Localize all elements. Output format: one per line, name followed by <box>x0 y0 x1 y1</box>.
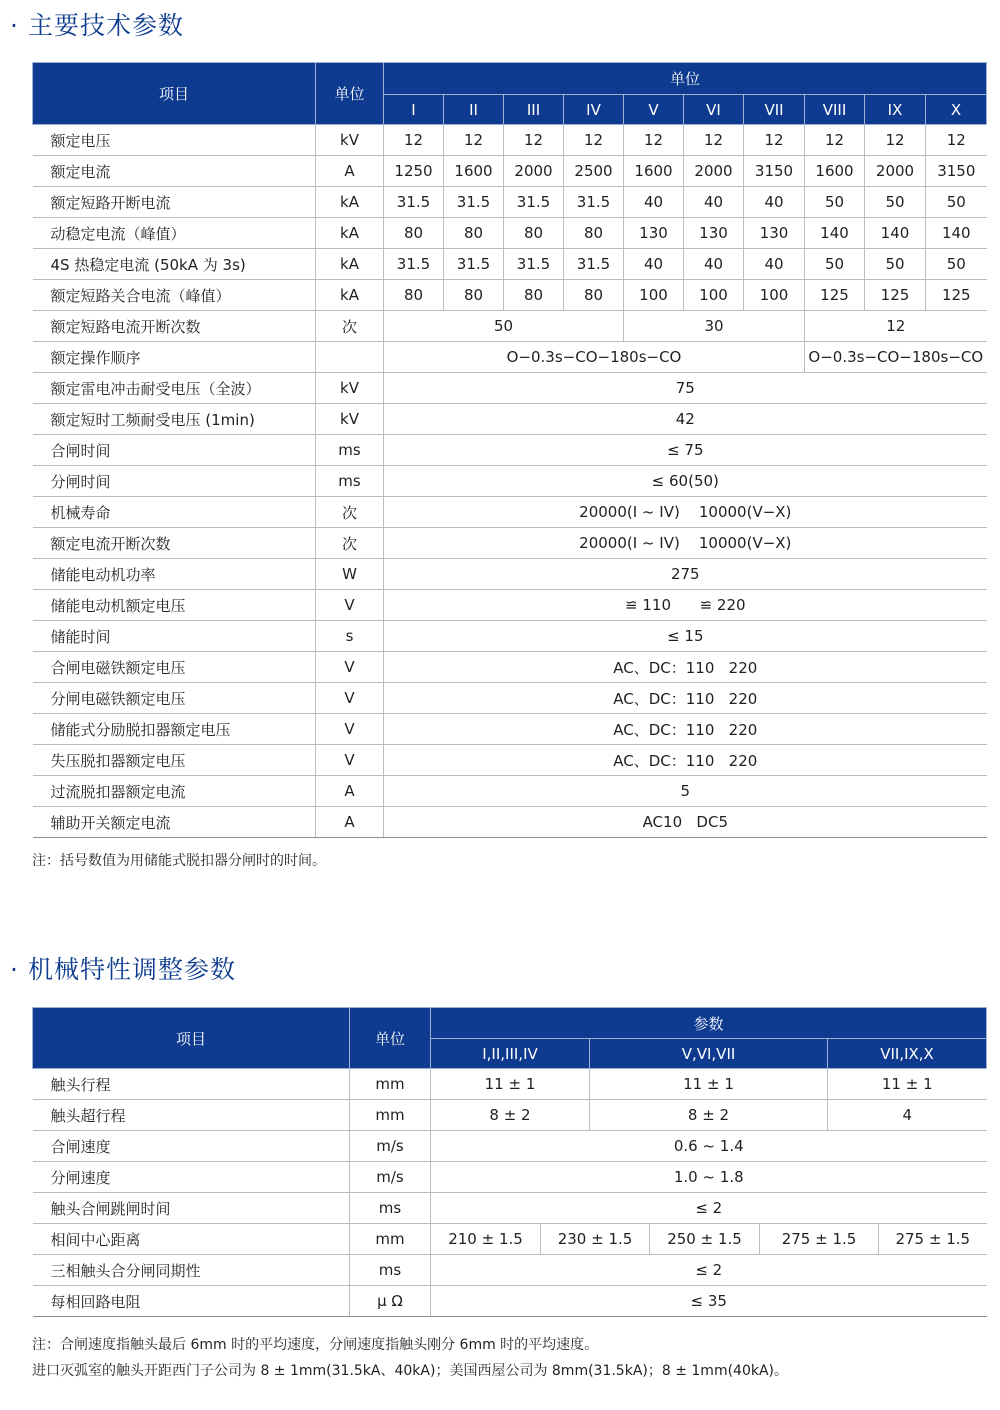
cell: 100 <box>624 280 684 311</box>
cell: 8 ± 2 <box>590 1100 828 1131</box>
cell: ≌ 110 ≌ 220 <box>384 590 987 621</box>
cell: 40 <box>624 249 684 280</box>
header-unit: 单位 <box>316 63 384 125</box>
table-row <box>33 528 987 559</box>
cell: 130 <box>624 218 684 249</box>
row-label: 失压脱扣器额定电压 <box>33 745 316 776</box>
cell: 12 <box>504 125 564 156</box>
cell: 275 ± 1.5 <box>879 1224 987 1255</box>
cell: AC、DC：110 220 <box>384 683 987 714</box>
table-row <box>33 156 987 187</box>
row-label: 每相回路电阻 <box>33 1286 350 1317</box>
cell: 40 <box>744 249 805 280</box>
cell: 12 <box>865 125 926 156</box>
row-label: 分闸电磁铁额定电压 <box>33 683 316 714</box>
cell: 40 <box>744 187 805 218</box>
row-label: 4S 热稳定电流 (50kA 为 3s) <box>33 249 316 280</box>
cell: ≤ 60(50) <box>384 466 987 497</box>
header-item: 项目 <box>33 1008 350 1069</box>
row-label: 额定操作顺序 <box>33 342 316 373</box>
cell: 125 <box>865 280 926 311</box>
cell: 80 <box>384 280 444 311</box>
table-row <box>33 714 987 745</box>
row-unit: 次 <box>316 311 384 342</box>
row-label: 分闸速度 <box>33 1162 350 1193</box>
cell: 31.5 <box>504 187 564 218</box>
table-row <box>33 652 987 683</box>
bullet-dot: · <box>10 11 19 40</box>
cell: 8 ± 2 <box>431 1100 590 1131</box>
row-unit: s <box>316 621 384 652</box>
header-col: V <box>624 95 684 125</box>
header-col: III <box>504 95 564 125</box>
table-row <box>33 559 987 590</box>
table-row <box>33 1286 987 1317</box>
row-unit: kA <box>316 218 384 249</box>
cell: 100 <box>744 280 805 311</box>
cell: 140 <box>865 218 926 249</box>
table-row <box>33 745 987 776</box>
cell: ≤ 2 <box>431 1193 987 1224</box>
cell: 80 <box>504 218 564 249</box>
cell: 0.6 ~ 1.4 <box>431 1131 987 1162</box>
table-note: 注：括号数值为用储能式脱扣器分闸时的时间。 <box>32 853 326 869</box>
table-row <box>33 249 987 280</box>
cell: 20000(I ~ IV) 10000(V−X) <box>384 528 987 559</box>
row-label: 额定短路开断电流 <box>33 187 316 218</box>
mechanical-params-table <box>32 1007 987 1317</box>
cell: 125 <box>926 280 987 311</box>
main-params-table <box>32 62 987 838</box>
cell: 11 ± 1 <box>431 1069 590 1100</box>
table-row <box>33 590 987 621</box>
cell: 12 <box>624 125 684 156</box>
table-row <box>33 776 987 807</box>
cell: 130 <box>744 218 805 249</box>
cell: 31.5 <box>384 249 444 280</box>
cell: ≤ 35 <box>431 1286 987 1317</box>
table-row <box>33 1100 987 1131</box>
cell: 40 <box>624 187 684 218</box>
header-col: I,II,III,IV <box>431 1039 590 1069</box>
table-row <box>33 435 987 466</box>
cell: AC、DC：110 220 <box>384 652 987 683</box>
section-title-mechanical <box>10 950 236 986</box>
header-group: 参数 <box>431 1008 987 1039</box>
cell: 50 <box>805 187 865 218</box>
cell: 12 <box>744 125 805 156</box>
header-col: VII,IX,X <box>828 1039 987 1069</box>
header-col: IV <box>564 95 624 125</box>
header-col: VI <box>684 95 744 125</box>
row-label: 机械寿命 <box>33 497 316 528</box>
cell: 12 <box>444 125 504 156</box>
table-row <box>33 1255 987 1286</box>
table-row <box>33 621 987 652</box>
row-unit: W <box>316 559 384 590</box>
cell: 50 <box>384 311 624 342</box>
row-label: 触头合闸跳闸时间 <box>33 1193 350 1224</box>
row-label: 动稳定电流（峰值） <box>33 218 316 249</box>
row-unit: ms <box>316 435 384 466</box>
cell: 80 <box>564 218 624 249</box>
row-unit: kA <box>316 280 384 311</box>
table-row <box>33 1162 987 1193</box>
cell: 80 <box>564 280 624 311</box>
row-unit: kA <box>316 187 384 218</box>
table-row <box>33 187 987 218</box>
cell: 31.5 <box>564 249 624 280</box>
table-row <box>33 404 987 435</box>
cell: 1.0 ~ 1.8 <box>431 1162 987 1193</box>
cell: 75 <box>384 373 987 404</box>
row-unit: A <box>316 776 384 807</box>
cell: 50 <box>865 187 926 218</box>
cell: 11 ± 1 <box>590 1069 828 1100</box>
cell: 12 <box>926 125 987 156</box>
row-label: 储能电动机功率 <box>33 559 316 590</box>
cell: 2000 <box>504 156 564 187</box>
section-title-main-params <box>10 6 184 42</box>
cell: 275 <box>384 559 987 590</box>
cell: 11 ± 1 <box>828 1069 987 1100</box>
row-label: 合闸电磁铁额定电压 <box>33 652 316 683</box>
cell: 1250 <box>384 156 444 187</box>
cell: 100 <box>684 280 744 311</box>
header-col: VIII <box>805 95 865 125</box>
header-col: IX <box>865 95 926 125</box>
cell: O−0.3s−CO−180s−CO <box>384 342 805 373</box>
table-row <box>33 1224 987 1255</box>
row-label: 合闸速度 <box>33 1131 350 1162</box>
cell: AC10 DC5 <box>384 807 987 838</box>
cell: 210 ± 1.5 <box>431 1224 541 1255</box>
header-item: 项目 <box>33 63 316 125</box>
cell: 1600 <box>805 156 865 187</box>
table-row <box>33 497 987 528</box>
cell: AC、DC：110 220 <box>384 745 987 776</box>
header-col: II <box>444 95 504 125</box>
row-unit: kV <box>316 373 384 404</box>
cell: 3150 <box>926 156 987 187</box>
row-unit <box>316 342 384 373</box>
table-row <box>33 373 987 404</box>
cell: 12 <box>384 125 444 156</box>
cell: 80 <box>444 280 504 311</box>
header-col: X <box>926 95 987 125</box>
row-label: 过流脱扣器额定电流 <box>33 776 316 807</box>
row-unit: A <box>316 156 384 187</box>
row-label: 额定短路电流开断次数 <box>33 311 316 342</box>
section-title-text: 机械特性调整参数 <box>28 955 237 984</box>
row-unit: 次 <box>316 497 384 528</box>
row-unit: V <box>316 683 384 714</box>
cell: 3150 <box>744 156 805 187</box>
cell: 140 <box>926 218 987 249</box>
cell: 4 <box>828 1100 987 1131</box>
cell: ≤ 75 <box>384 435 987 466</box>
row-unit: ms <box>350 1193 431 1224</box>
row-label: 相间中心距离 <box>33 1224 350 1255</box>
cell: 50 <box>926 249 987 280</box>
cell: 2000 <box>684 156 744 187</box>
row-unit: mm <box>350 1224 431 1255</box>
cell: AC、DC：110 220 <box>384 714 987 745</box>
row-label: 储能时间 <box>33 621 316 652</box>
cell: ≤ 2 <box>431 1255 987 1286</box>
table-row <box>33 342 987 373</box>
header-col: I <box>384 95 444 125</box>
cell: 31.5 <box>564 187 624 218</box>
table-row <box>33 807 987 838</box>
cell: 40 <box>684 187 744 218</box>
row-label: 合闸时间 <box>33 435 316 466</box>
row-unit: kV <box>316 404 384 435</box>
row-label: 额定电流 <box>33 156 316 187</box>
table-row <box>33 125 987 156</box>
cell: ≤ 15 <box>384 621 987 652</box>
row-unit: kA <box>316 249 384 280</box>
cell: 31.5 <box>504 249 564 280</box>
row-unit: mm <box>350 1100 431 1131</box>
cell: 40 <box>684 249 744 280</box>
row-unit: A <box>316 807 384 838</box>
row-label: 三相触头合分闸同期性 <box>33 1255 350 1286</box>
cell: 12 <box>805 311 987 342</box>
row-unit: V <box>316 590 384 621</box>
table-row <box>33 683 987 714</box>
cell: 30 <box>624 311 805 342</box>
cell: 80 <box>504 280 564 311</box>
table-note: 注：合闸速度指触头最后 6mm 时的平均速度，分闸速度指触头刚分 6mm 时的平均速度。 <box>32 1337 599 1353</box>
cell: 12 <box>684 125 744 156</box>
cell: 275 ± 1.5 <box>760 1224 879 1255</box>
cell: 12 <box>805 125 865 156</box>
cell: 2000 <box>865 156 926 187</box>
row-label: 分闸时间 <box>33 466 316 497</box>
row-unit: ms <box>350 1255 431 1286</box>
cell: 12 <box>564 125 624 156</box>
row-label: 触头超行程 <box>33 1100 350 1131</box>
bullet-dot: · <box>10 955 19 984</box>
cell: 50 <box>926 187 987 218</box>
cell: 20000(I ~ IV) 10000(V−X) <box>384 497 987 528</box>
table-row <box>33 1193 987 1224</box>
cell: 50 <box>805 249 865 280</box>
row-unit: V <box>316 714 384 745</box>
header-col: V,VI,VII <box>590 1039 828 1069</box>
table-row <box>33 280 987 311</box>
table-row <box>33 311 987 342</box>
row-unit: kV <box>316 125 384 156</box>
cell: O−0.3s−CO−180s−CO <box>805 342 987 373</box>
row-unit: V <box>316 652 384 683</box>
row-label: 额定短时工频耐受电压 (1min) <box>33 404 316 435</box>
header-unit: 单位 <box>350 1008 431 1069</box>
table-row <box>33 1131 987 1162</box>
row-unit: 次 <box>316 528 384 559</box>
row-label: 额定雷电冲击耐受电压（全波） <box>33 373 316 404</box>
row-unit: m/s <box>350 1131 431 1162</box>
cell: 1600 <box>444 156 504 187</box>
row-label: 触头行程 <box>33 1069 350 1100</box>
cell: 31.5 <box>444 249 504 280</box>
cell: 50 <box>865 249 926 280</box>
table-row <box>33 1069 987 1100</box>
row-label: 储能式分励脱扣器额定电压 <box>33 714 316 745</box>
header-group: 单位 <box>384 63 987 95</box>
cell: 42 <box>384 404 987 435</box>
cell: 2500 <box>564 156 624 187</box>
cell: 230 ± 1.5 <box>541 1224 650 1255</box>
cell: 1600 <box>624 156 684 187</box>
row-unit: m/s <box>350 1162 431 1193</box>
row-unit: μ Ω <box>350 1286 431 1317</box>
cell: 31.5 <box>384 187 444 218</box>
row-label: 储能电动机额定电压 <box>33 590 316 621</box>
cell: 5 <box>384 776 987 807</box>
table-note: 进口灭弧室的触头开距西门子公司为 8 ± 1mm(31.5kA、40kA)；美国西屋公司为 8mm(31.5kA)；8 ± 1mm(40kA)。 <box>32 1363 789 1379</box>
row-label: 额定短路关合电流（峰值） <box>33 280 316 311</box>
cell: 31.5 <box>444 187 504 218</box>
cell: 250 ± 1.5 <box>650 1224 760 1255</box>
row-unit: mm <box>350 1069 431 1100</box>
table-row <box>33 466 987 497</box>
table-row <box>33 218 987 249</box>
cell: 80 <box>384 218 444 249</box>
cell: 125 <box>805 280 865 311</box>
cell: 80 <box>444 218 504 249</box>
section-title-text: 主要技术参数 <box>28 11 185 40</box>
row-label: 额定电流开断次数 <box>33 528 316 559</box>
row-label: 额定电压 <box>33 125 316 156</box>
cell: 140 <box>805 218 865 249</box>
header-col: VII <box>744 95 805 125</box>
cell: 130 <box>684 218 744 249</box>
row-unit: ms <box>316 466 384 497</box>
row-unit: V <box>316 745 384 776</box>
row-label: 辅助开关额定电流 <box>33 807 316 838</box>
